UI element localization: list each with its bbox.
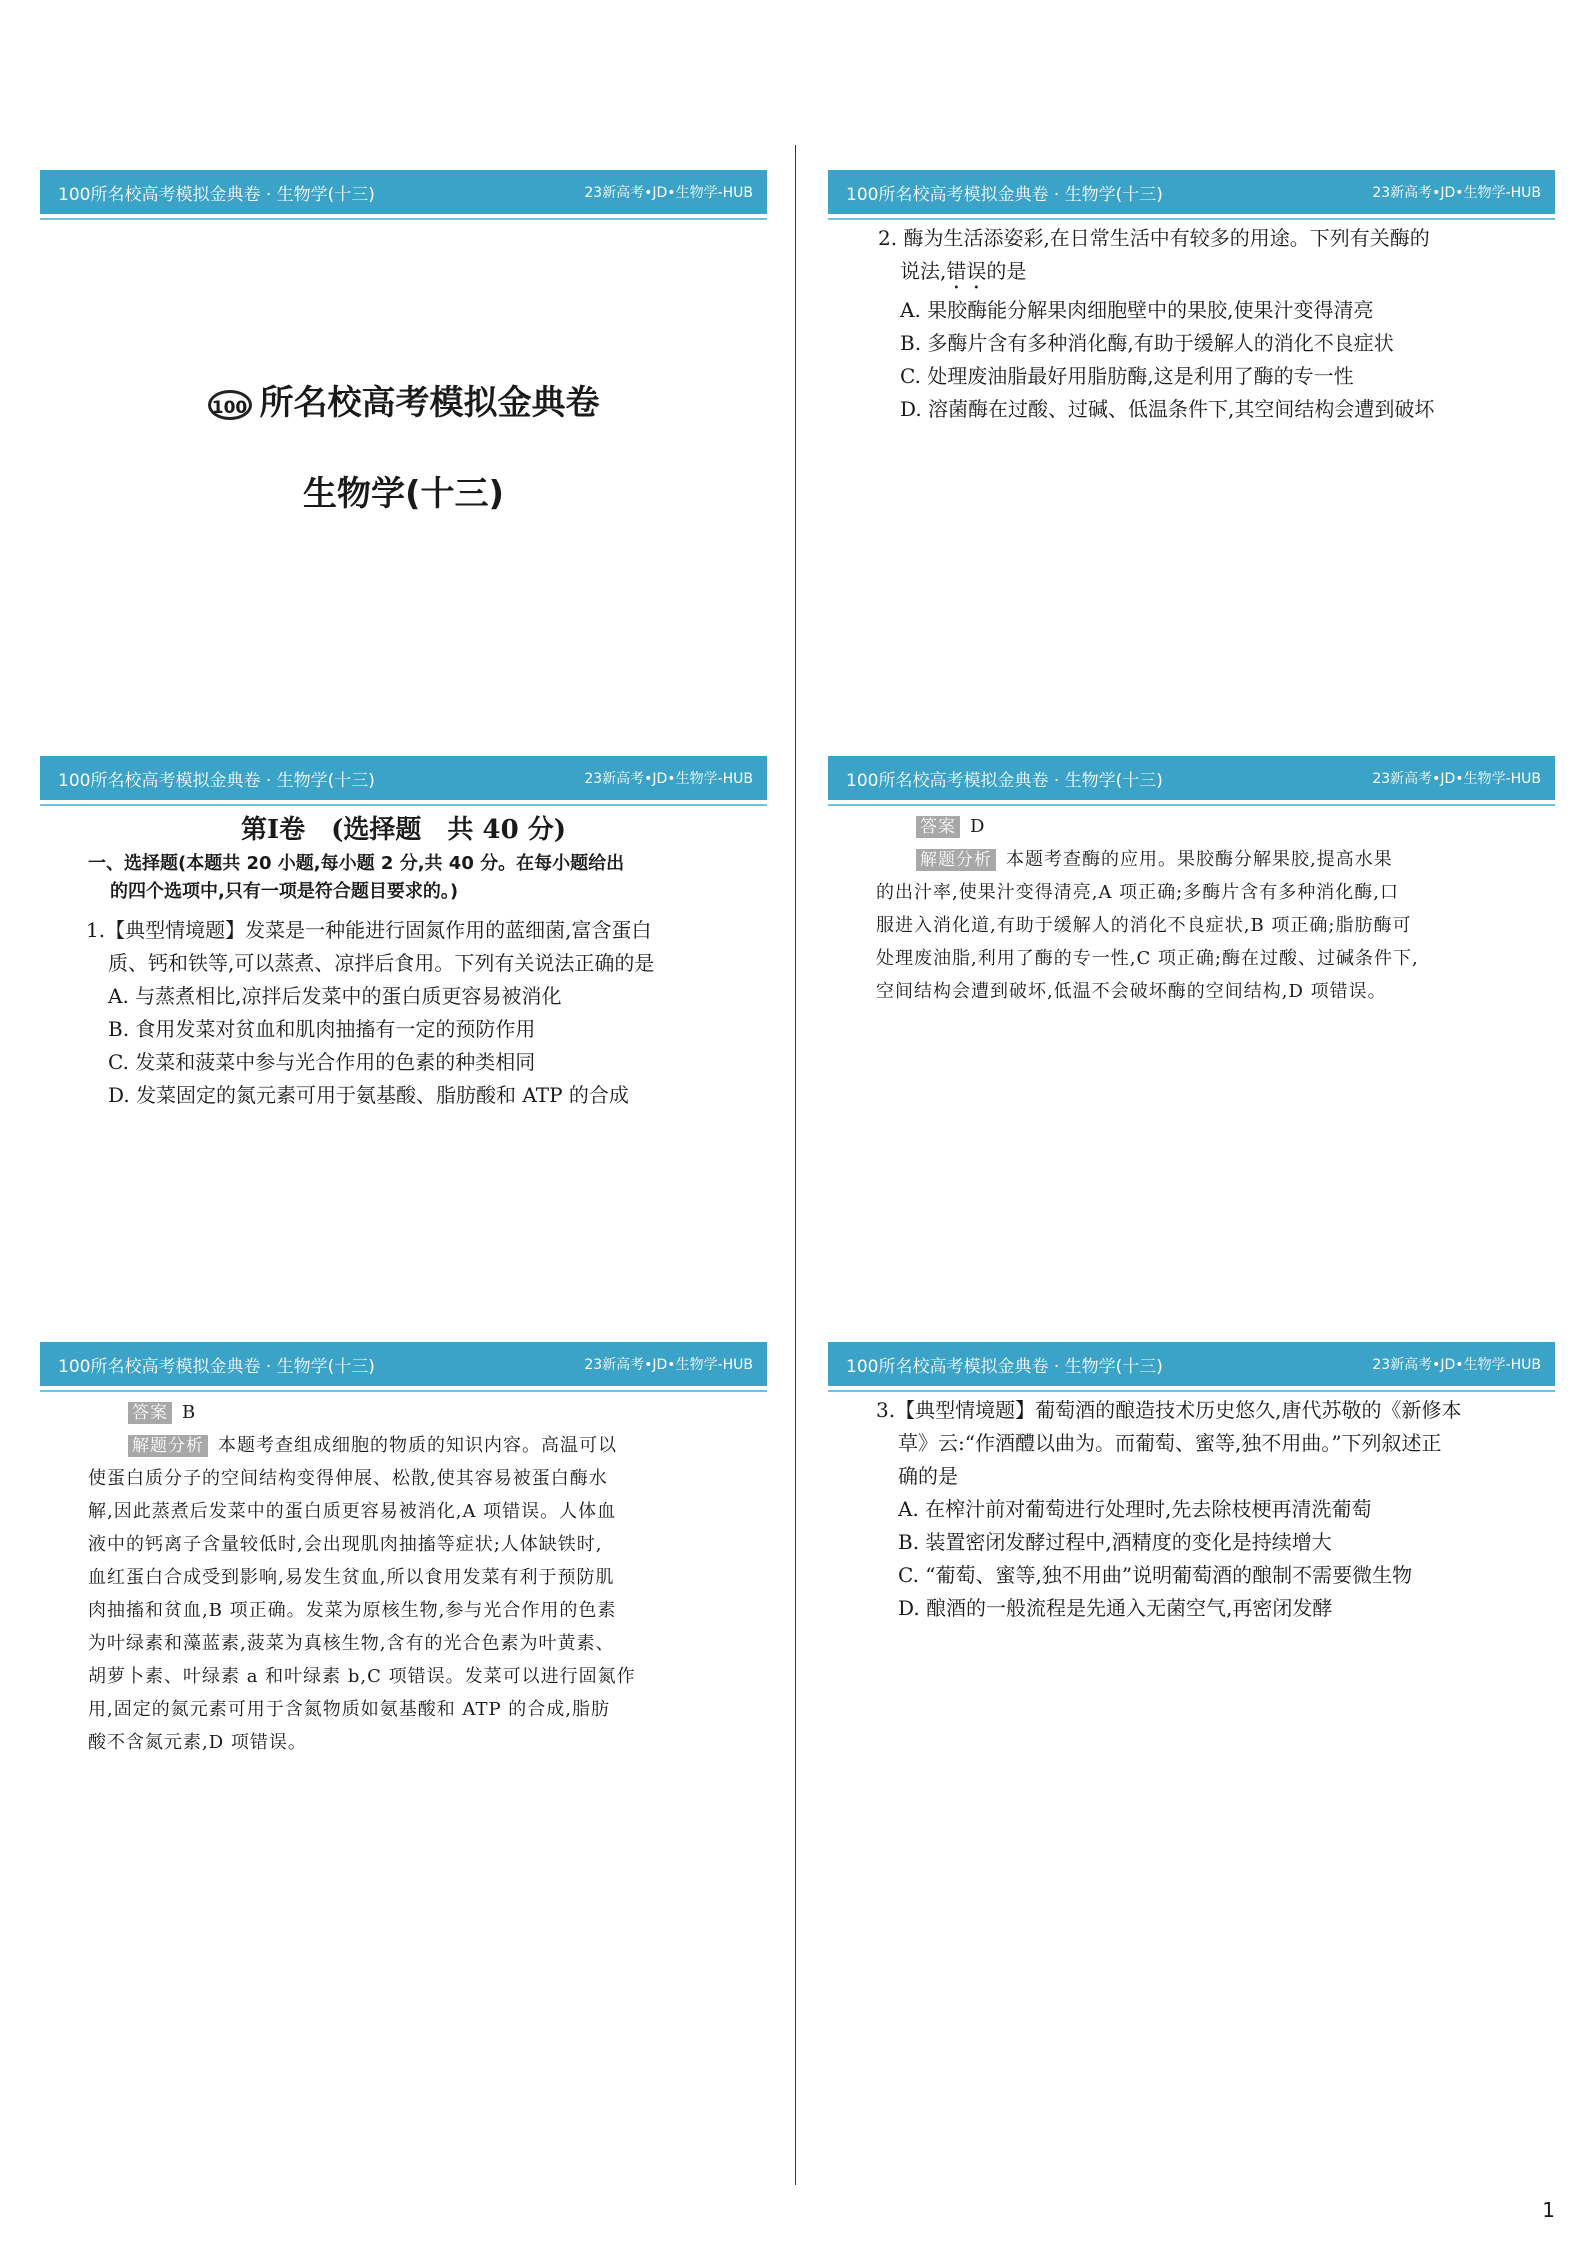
- slide-question-3: [828, 1342, 1555, 1902]
- header-title: 100所名校高考模拟金典卷 · 生物学(十三): [58, 184, 375, 205]
- slide-header: [40, 1342, 767, 1386]
- header-code: 23新高考•JD•生物学-HUB: [1372, 185, 1541, 201]
- option-d: D. 酿酒的一般流程是先通入无菌空气,再密闭发酵: [898, 1596, 1333, 1620]
- analysis-line: 解题分析 本题考查组成细胞的物质的知识内容。高温可以: [88, 1429, 760, 1462]
- question-stem: 2. 酶为生活添姿彩,在日常生活中有较多的用途。下列有关酶的: [878, 226, 1430, 250]
- header-code: 23新高考•JD•生物学-HUB: [584, 771, 753, 787]
- answer-tag: 答案: [128, 1402, 172, 1424]
- analysis-tag: 解题分析: [916, 849, 996, 871]
- analysis-text: 为叶绿素和藻蓝素,菠菜为真核生物,含有的光合色素为叶黄素、: [88, 1633, 615, 1654]
- analysis-tag: 解题分析: [128, 1435, 208, 1457]
- slide-header: [40, 170, 767, 214]
- section-block: [40, 810, 767, 906]
- option-c: C. 处理废油脂最好用脂肪酶,这是利用了酶的专一性: [900, 364, 1354, 388]
- option-a: A. 在榨汁前对葡萄进行处理时,先去除枝梗再清洗葡萄: [898, 1497, 1372, 1521]
- header-code: 23新高考•JD•生物学-HUB: [1372, 771, 1541, 787]
- slide-header: [828, 756, 1555, 800]
- answer-2: [876, 810, 1546, 1008]
- section-instruction: 一、选择题(本题共 20 小题,每小题 2 分,共 40 分。在每小题给出: [88, 853, 625, 874]
- page-number: 1: [1542, 2198, 1555, 2222]
- question-stem-2: 草》云:“作酒醴以曲为。而葡萄、蜜等,独不用曲。”下列叙述正: [898, 1431, 1442, 1455]
- analysis-text: 酸不含氮元素,D 项错误。: [88, 1732, 307, 1753]
- option-c: C. “葡萄、蜜等,独不用曲”说明葡萄酒的酿制不需要微生物: [898, 1563, 1413, 1587]
- slide-header: [828, 1342, 1555, 1386]
- analysis-text: 服进入消化道,有助于缓解人的消化不良症状,B 项正确;脂肪酶可: [876, 915, 1412, 936]
- answer-line: [88, 1396, 760, 1429]
- cover-title: [40, 375, 767, 424]
- analysis-text: 使蛋白质分子的空间结构变得伸展、松散,使其容易被蛋白酶水: [88, 1468, 608, 1489]
- question-1: [86, 914, 756, 1112]
- question-stem-2: 质、钙和铁等,可以蒸煮、凉拌后食用。下列有关说法正确的是: [108, 951, 655, 975]
- slide-question-2: [828, 170, 1555, 730]
- analysis-text: 处理废油脂,利用了酶的专一性,C 项正确;酶在过酸、过碱条件下,: [876, 948, 1419, 969]
- answer-value: D: [970, 816, 986, 837]
- cover-subtitle: 生物学(十三): [302, 474, 505, 514]
- header-title: 100所名校高考模拟金典卷 · 生物学(十三): [58, 770, 375, 791]
- option-a: A. 果胶酶能分解果肉细胞壁中的果胶,使果汁变得清亮: [900, 298, 1374, 322]
- analysis-text: 用,固定的氮元素可用于含氮物质如氨基酸和 ATP 的合成,脂肪: [88, 1699, 611, 1720]
- slide-answer-2: [828, 756, 1555, 1316]
- analysis-text: 肉抽搐和贫血,B 项正确。发菜为原核生物,参与光合作用的色素: [88, 1600, 617, 1621]
- question-stem: 3.【典型情境题】葡萄酒的酿造技术历史悠久,唐代苏敬的《新修本: [876, 1398, 1462, 1422]
- slide-question-1: [40, 756, 767, 1316]
- header-title: 100所名校高考模拟金典卷 · 生物学(十三): [58, 1356, 375, 1377]
- slide-answer-1: [40, 1342, 767, 1902]
- analysis-text: 液中的钙离子含量较低时,会出现肌肉抽搐等症状;人体缺铁时,: [88, 1534, 603, 1555]
- answer-line: [876, 810, 1546, 843]
- question-stem-3: 确的是: [898, 1464, 958, 1488]
- slide-cover: [40, 170, 767, 730]
- analysis-line: 解题分析 本题考查酶的应用。果胶酶分解果胶,提高水果: [876, 843, 1546, 876]
- option-b: B. 食用发菜对贫血和肌肉抽搐有一定的预防作用: [108, 1017, 536, 1041]
- option-d: D. 溶菌酶在过酸、过碱、低温条件下,其空间结构会遭到破坏: [900, 397, 1435, 421]
- analysis-text: 胡萝卜素、叶绿素 a 和叶绿素 b,C 项错误。发菜可以进行固氮作: [88, 1666, 636, 1687]
- header-code: 23新高考•JD•生物学-HUB: [584, 1357, 753, 1373]
- cover-title-text: 所名校高考模拟金典卷: [259, 383, 600, 423]
- option-a: A. 与蒸煮相比,凉拌后发菜中的蛋白质更容易被消化: [108, 984, 562, 1008]
- option-b: B. 多酶片含有多种消化酶,有助于缓解人的消化不良症状: [900, 331, 1394, 355]
- slide-header: [40, 756, 767, 800]
- section-title: 第Ⅰ卷 (选择题 共 40 分): [240, 815, 567, 845]
- question-3: [876, 1394, 1546, 1625]
- emphasis-text: 错误: [946, 259, 987, 283]
- analysis-text: 空间结构会遭到破坏,低温不会破坏酶的空间结构,D 项错误。: [876, 981, 1387, 1002]
- option-d: D. 发菜固定的氮元素可用于氨基酸、脂肪酸和 ATP 的合成: [108, 1083, 629, 1107]
- analysis-text: 解,因此蒸煮后发菜中的蛋白质更容易被消化,A 项错误。人体血: [88, 1501, 617, 1522]
- question-2: [878, 222, 1538, 426]
- column-divider: [795, 145, 796, 2185]
- school-logo: 100: [208, 390, 252, 420]
- analysis-text: 的出汁率,使果汁变得清亮,A 项正确;多酶片含有多种消化酶,口: [876, 882, 1399, 903]
- section-instruction-2: 的四个选项中,只有一项是符合题目要求的。): [110, 881, 459, 902]
- question-stem-2: 说法,错误的是: [900, 259, 1027, 283]
- answer-tag: 答案: [916, 816, 960, 838]
- header-code: 23新高考•JD•生物学-HUB: [584, 185, 753, 201]
- header-code: 23新高考•JD•生物学-HUB: [1372, 1357, 1541, 1373]
- question-stem: 1.【典型情境题】发菜是一种能进行固氮作用的蓝细菌,富含蛋白: [86, 918, 652, 942]
- answer-1: [88, 1396, 760, 1759]
- header-title: 100所名校高考模拟金典卷 · 生物学(十三): [846, 770, 1163, 791]
- header-title: 100所名校高考模拟金典卷 · 生物学(十三): [846, 1356, 1163, 1377]
- answer-value: B: [182, 1402, 197, 1423]
- option-b: B. 装置密闭发酵过程中,酒精度的变化是持续增大: [898, 1530, 1332, 1554]
- analysis-text: 血红蛋白合成受到影响,易发生贫血,所以食用发菜有利于预防肌: [88, 1567, 615, 1588]
- slide-header: [828, 170, 1555, 214]
- header-title: 100所名校高考模拟金典卷 · 生物学(十三): [846, 184, 1163, 205]
- option-c: C. 发菜和菠菜中参与光合作用的色素的种类相同: [108, 1050, 536, 1074]
